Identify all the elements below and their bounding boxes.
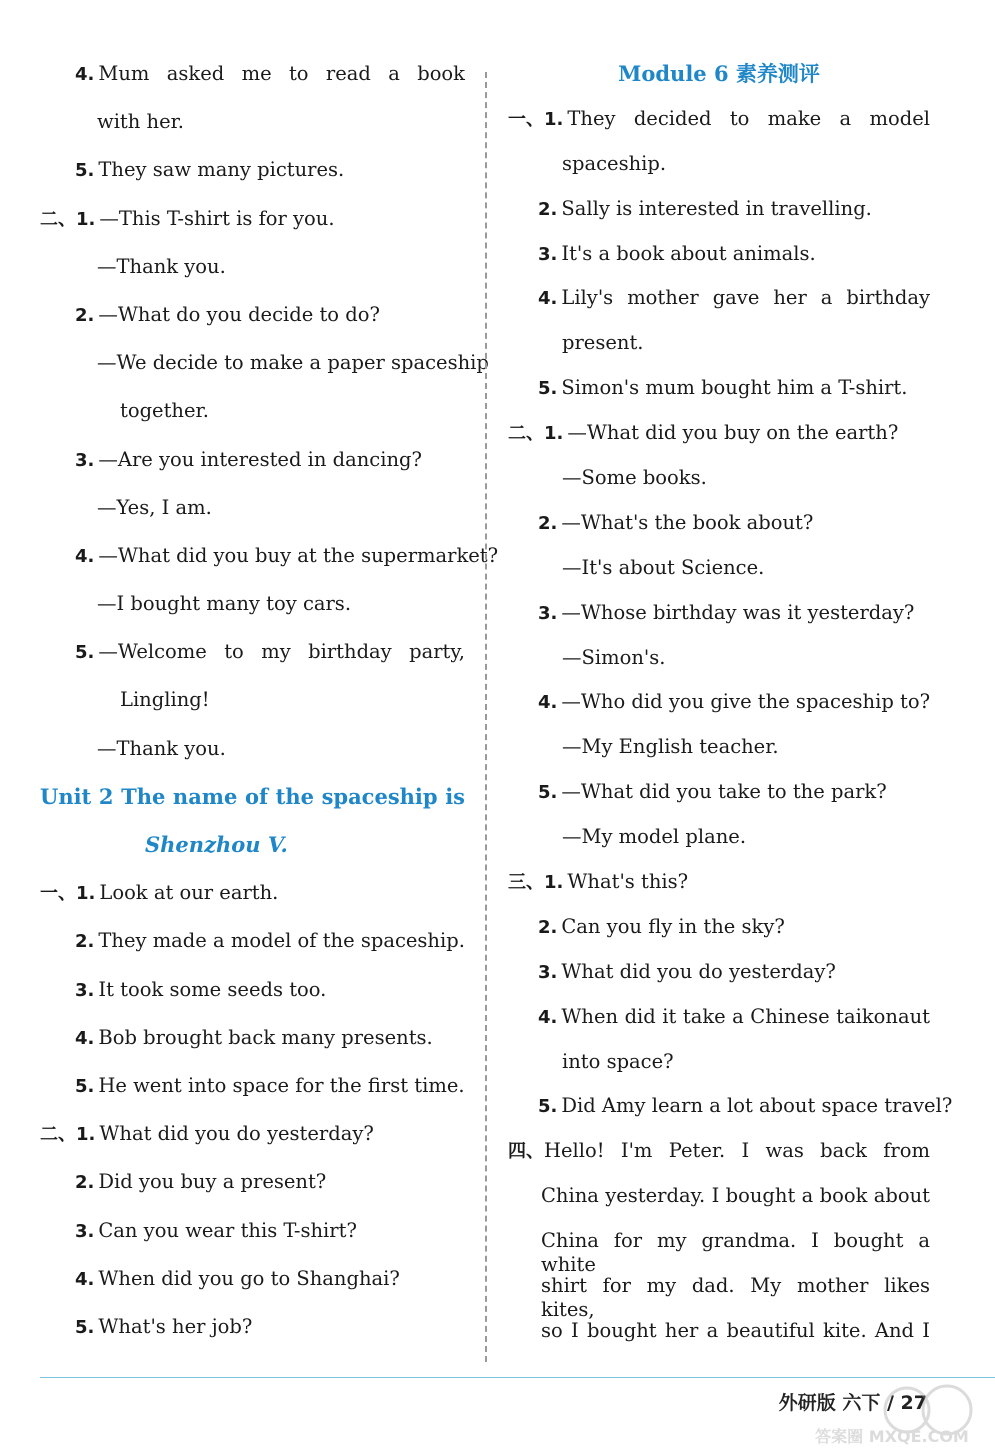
answer-text: —Whose birthday was it yesterday? <box>561 600 915 624</box>
answer-text: —Simon's. <box>562 645 666 669</box>
answer-line <box>40 737 465 785</box>
answer-text: What's her job? <box>98 1314 253 1338</box>
answer-text: —What did you buy at the supermarket? <box>98 543 499 567</box>
section-marker: 三、 <box>508 872 544 894</box>
answer-text: —Are you interested in dancing? <box>98 447 422 471</box>
answer-text: Did you buy a present? <box>98 1170 327 1194</box>
answer-line <box>40 1315 465 1363</box>
answer-line <box>508 960 930 1005</box>
answer-line <box>508 376 930 421</box>
item-number: 2. <box>538 916 558 938</box>
answer-line <box>508 646 930 691</box>
answer-line <box>40 688 465 736</box>
answer-line <box>40 255 465 303</box>
answer-line <box>508 690 930 735</box>
item-number: 4. <box>75 1027 95 1049</box>
answer-line <box>508 870 930 915</box>
answer-text: Can you fly in the sky? <box>561 914 785 938</box>
item-number: 4. <box>538 288 558 310</box>
answer-line <box>508 825 930 870</box>
answer-line <box>40 448 465 496</box>
item-number: 4. <box>75 545 95 567</box>
answer-text: China yesterday. I bought a book about <box>541 1184 930 1208</box>
answer-text: Hello! I'm Peter. I was back from <box>544 1139 930 1163</box>
answer-line <box>40 110 465 158</box>
column-divider <box>485 72 487 1362</box>
answer-text: They made a model of the spaceship. <box>98 929 465 953</box>
section-marker: 一、 <box>40 883 76 905</box>
answer-text: shirt for my dad. My mother likes kites, <box>541 1274 930 1322</box>
left-column <box>40 62 499 1363</box>
answer-text: It took some seeds too. <box>98 977 327 1001</box>
item-number: 5. <box>538 378 558 400</box>
item-number: 5. <box>75 1316 95 1338</box>
answer-line <box>40 1219 465 1267</box>
answer-line <box>40 1267 465 1315</box>
answer-line <box>40 929 465 977</box>
answer-text: What's this? <box>567 870 689 894</box>
answer-text: —What did you buy on the earth? <box>567 421 899 445</box>
item-number: 1. <box>544 423 564 445</box>
answer-line <box>40 592 465 640</box>
section-heading <box>40 833 465 881</box>
item-number: 3. <box>75 449 95 471</box>
answer-line <box>40 978 465 1026</box>
item-number: 5. <box>75 642 95 664</box>
answer-text: Mum asked me to read a book <box>98 62 465 85</box>
answer-text: —We decide to make a paper spaceship <box>97 351 489 375</box>
section-heading <box>40 785 465 833</box>
item-number: 3. <box>538 243 558 265</box>
answer-line <box>508 915 930 960</box>
answer-text: Lingling! <box>120 688 210 712</box>
item-number: 1. <box>544 872 564 894</box>
answer-text: —What do you decide to do? <box>98 302 380 326</box>
item-number: 2. <box>538 198 558 220</box>
answer-line <box>508 152 930 197</box>
answer-line <box>508 511 930 556</box>
item-number: 1. <box>76 883 96 905</box>
item-number: 1. <box>544 108 564 130</box>
section-marker: 二、 <box>40 1124 76 1146</box>
item-number: 4. <box>538 692 558 714</box>
page-number-label: 外研版 六下 / 27 <box>778 1392 927 1414</box>
item-number: 5. <box>538 1096 558 1118</box>
answer-line <box>508 1005 930 1050</box>
answer-line <box>40 1170 465 1218</box>
answer-line <box>40 1122 465 1170</box>
answer-text: Can you wear this T-shirt? <box>98 1218 357 1242</box>
answer-text: —Some books. <box>562 466 707 490</box>
item-number: 4. <box>75 1268 95 1290</box>
item-number: 4. <box>538 1006 558 1028</box>
answer-line <box>508 1094 953 1139</box>
answer-line <box>508 1184 930 1229</box>
answer-text: together. <box>120 399 209 423</box>
section-marker: 二、 <box>508 423 544 445</box>
heading-text: Module 6 素养测评 <box>618 61 820 86</box>
answer-line <box>508 466 930 511</box>
item-number: 3. <box>538 961 558 983</box>
answer-line <box>508 1274 930 1322</box>
heading-text: Shenzhou V. <box>145 832 288 857</box>
answer-line <box>508 601 930 646</box>
answer-text: When did it take a Chinese taikonaut <box>561 1004 930 1028</box>
answer-line <box>508 1139 930 1184</box>
answer-text: What did you do yesterday? <box>561 959 836 983</box>
item-number: 1. <box>76 208 96 230</box>
answer-line <box>40 399 465 447</box>
answer-text: —My model plane. <box>562 825 747 849</box>
answer-line <box>40 496 465 544</box>
answer-text: present. <box>562 331 644 355</box>
answer-text: When did you go to Shanghai? <box>98 1266 400 1290</box>
answer-text: Bob brought back many presents. <box>98 1025 433 1049</box>
answer-line <box>508 197 930 242</box>
answer-line <box>40 303 465 351</box>
item-number: 3. <box>538 602 558 624</box>
answer-line <box>508 1229 930 1277</box>
item-number: 2. <box>75 931 95 953</box>
section-marker: 一、 <box>508 108 544 130</box>
answer-text: They decided to make a model <box>567 106 930 130</box>
item-number: 5. <box>538 782 558 804</box>
item-number: 2. <box>538 512 558 534</box>
footer-rule <box>40 1377 995 1378</box>
item-number: 5. <box>75 160 95 182</box>
answer-text: so I bought her a beautiful kite. And I <box>541 1318 930 1342</box>
heading-text: Unit 2 The name of the spaceship is <box>40 783 465 809</box>
answer-line <box>40 543 499 592</box>
answer-line <box>40 158 465 206</box>
section-marker: 二、 <box>40 208 76 230</box>
answer-line <box>508 421 930 466</box>
answer-line <box>40 62 465 110</box>
answer-text: He went into space for the first time. <box>98 1073 465 1097</box>
answer-text: Sally is interested in travelling. <box>561 196 872 220</box>
answer-line <box>508 331 930 376</box>
answer-text: —Who did you give the spaceship to? <box>561 690 931 714</box>
answer-text: Simon's mum bought him a T-shirt. <box>561 376 908 400</box>
answer-line <box>508 780 930 825</box>
answer-text: —I bought many toy cars. <box>97 592 352 616</box>
answer-text: with her. <box>97 110 184 134</box>
answer-text: —What's the book about? <box>561 510 814 534</box>
section-marker: 四、 <box>508 1141 544 1163</box>
answer-text: —This T-shirt is for you. <box>99 206 335 230</box>
answer-text: —My English teacher. <box>562 735 779 759</box>
answer-text: —Welcome to my birthday party, <box>98 640 465 664</box>
answer-text: —What did you take to the park? <box>561 780 887 804</box>
answer-text: China for my grandma. I bought a white <box>541 1229 930 1277</box>
watermark-text: 答案圈 MXQE.COM <box>815 1427 969 1446</box>
answer-line <box>508 735 930 780</box>
item-number: 3. <box>75 979 95 1001</box>
answer-line <box>508 107 930 152</box>
item-number: 5. <box>75 1075 95 1097</box>
answer-text: They saw many pictures. <box>98 158 345 182</box>
answer-line <box>40 351 489 399</box>
item-number: 4. <box>75 64 95 85</box>
answer-text: Lily's mother gave her a birthday <box>561 286 930 310</box>
answer-line <box>40 1026 465 1074</box>
answer-line <box>508 556 930 601</box>
item-number: 1. <box>76 1124 96 1146</box>
answer-text: Look at our earth. <box>99 881 279 905</box>
answer-text: It's a book about animals. <box>561 241 816 265</box>
item-number: 2. <box>75 304 95 326</box>
answer-text: —It's about Science. <box>562 555 765 579</box>
answer-line <box>508 242 930 287</box>
answer-text: What did you do yesterday? <box>99 1122 374 1146</box>
answer-line <box>40 881 465 929</box>
item-number: 3. <box>75 1220 95 1242</box>
right-column <box>508 61 953 1364</box>
answer-text: —Thank you. <box>97 254 226 278</box>
answer-line <box>508 1319 930 1364</box>
answer-line <box>40 640 465 688</box>
answer-text: into space? <box>562 1049 674 1073</box>
answer-text: spaceship. <box>562 151 667 175</box>
answer-line <box>40 1074 465 1122</box>
answer-line <box>508 286 930 331</box>
section-heading <box>508 62 930 107</box>
answer-line <box>508 1050 930 1095</box>
answer-text: —Thank you. <box>97 736 226 760</box>
answer-text: Did Amy learn a lot about space travel? <box>561 1094 953 1118</box>
answer-text: —Yes, I am. <box>97 495 212 519</box>
answer-line <box>40 207 465 255</box>
item-number: 2. <box>75 1172 95 1194</box>
